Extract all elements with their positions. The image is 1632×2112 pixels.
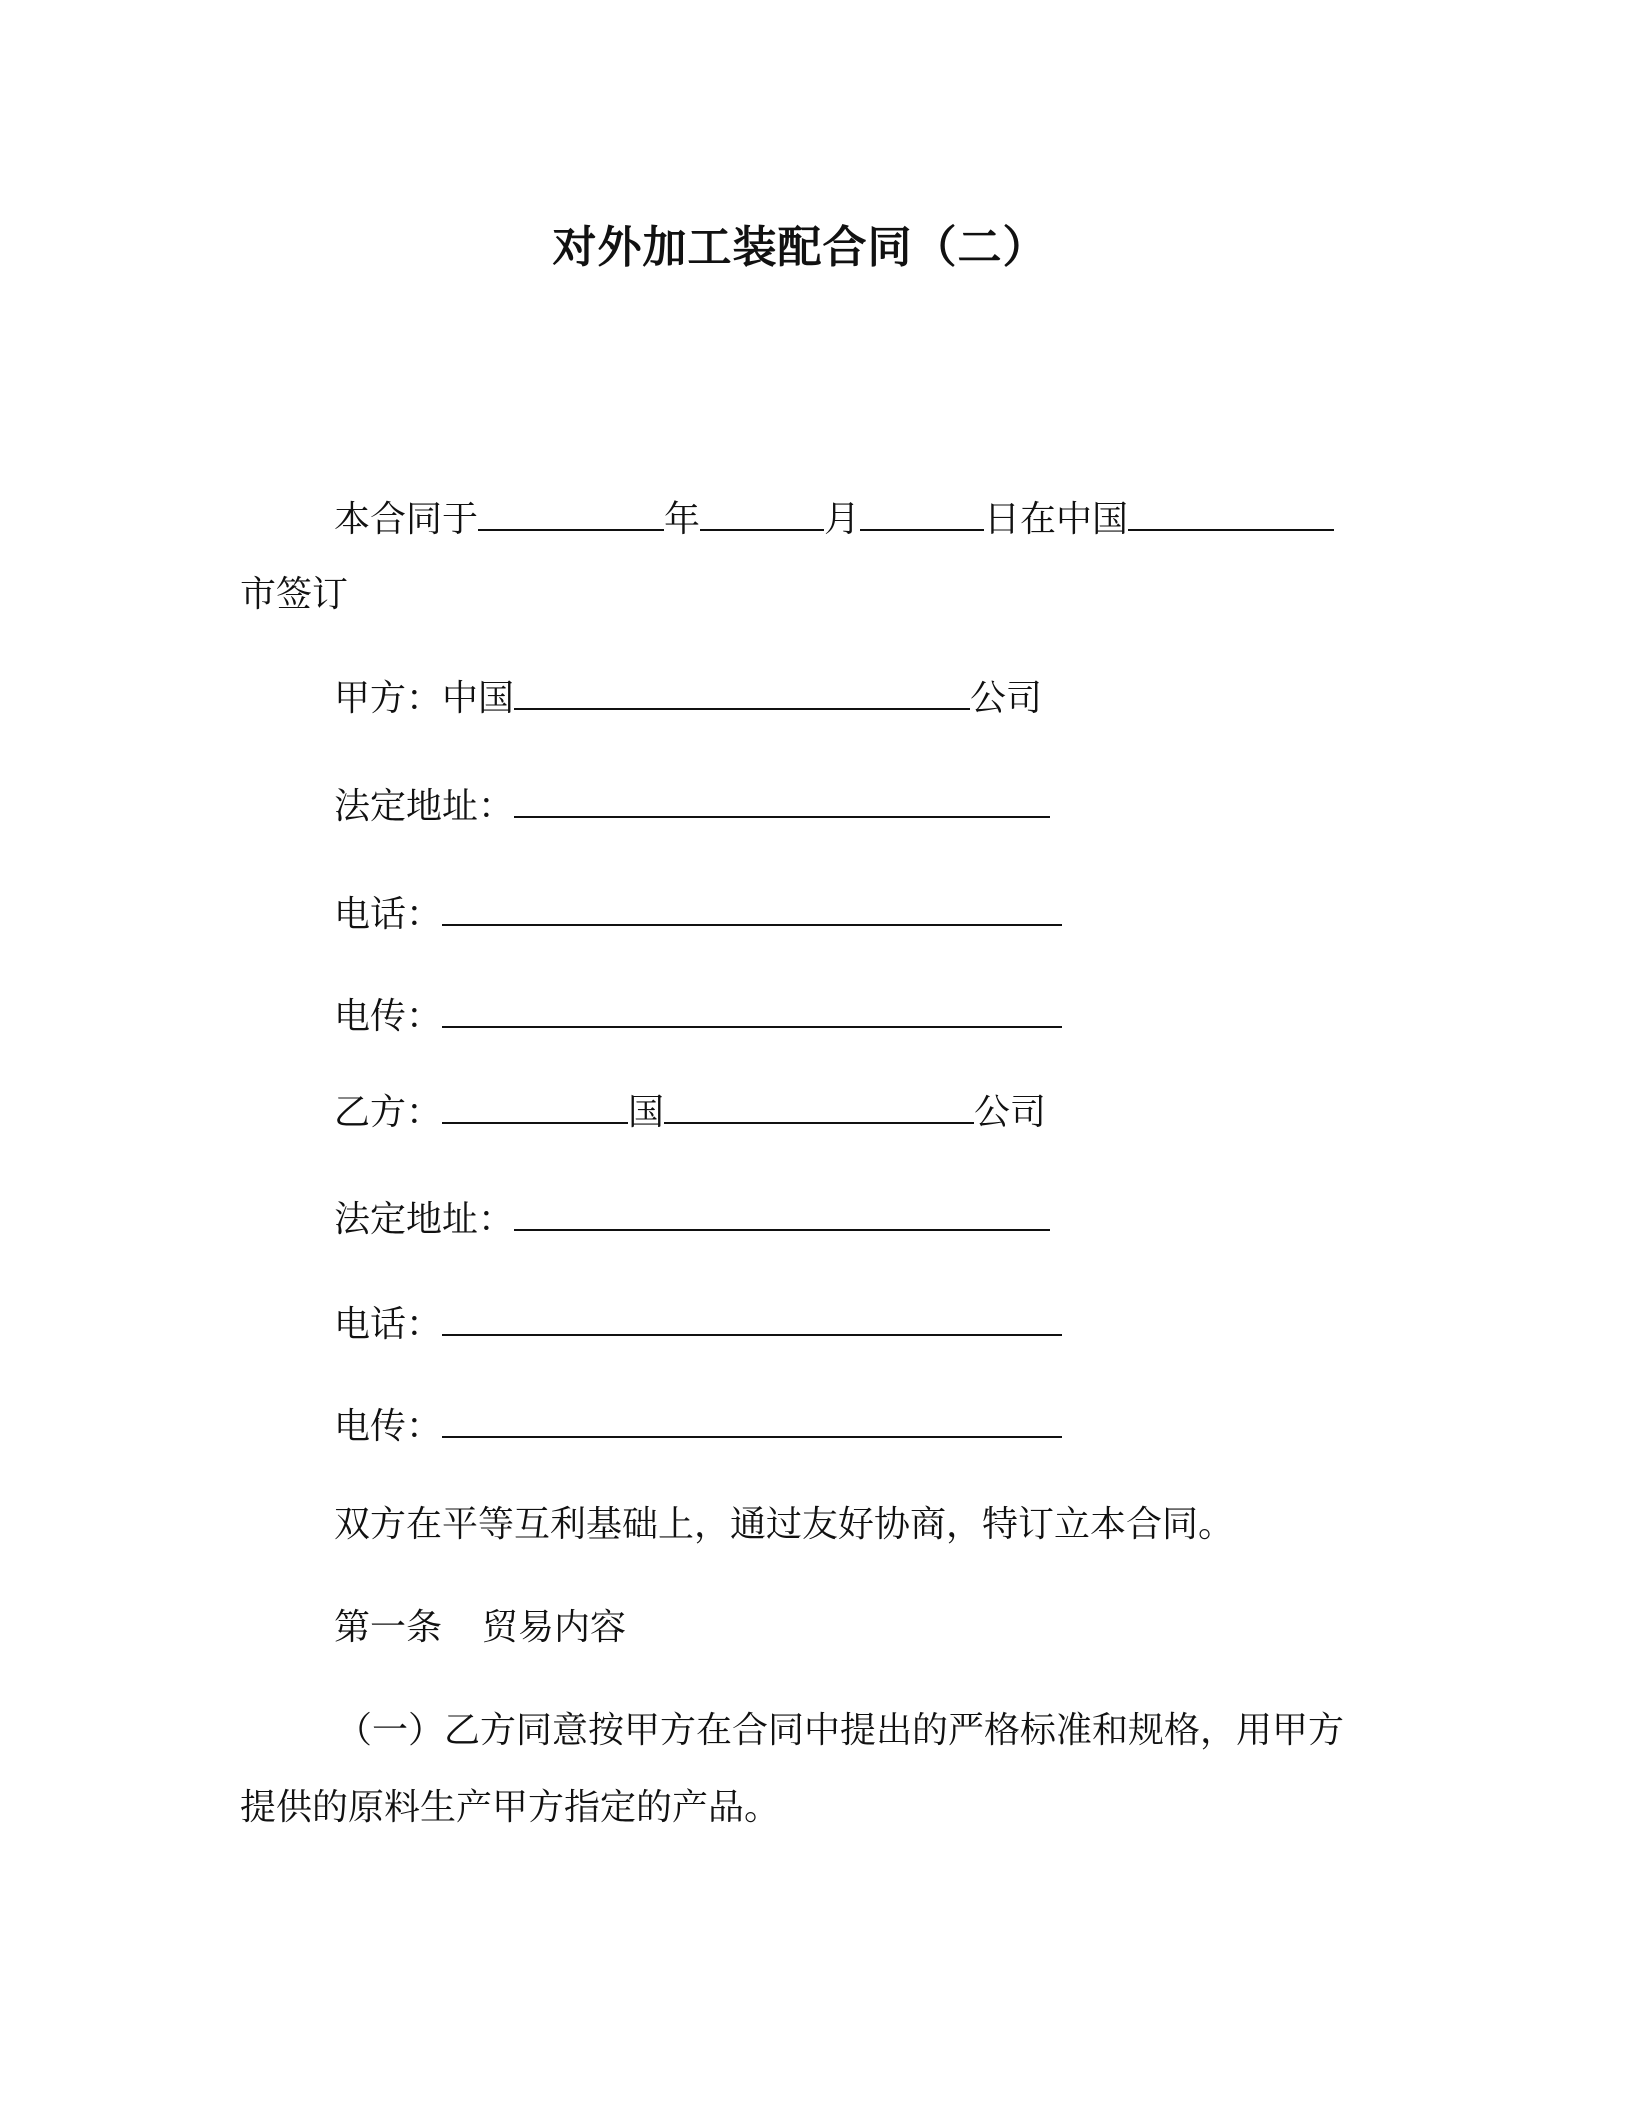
party-a-suffix: 公司 — [970, 678, 1043, 719]
party-b-line — [334, 1086, 1046, 1138]
intro-line-2: 市签订 — [240, 574, 349, 615]
party-a-fax-line — [334, 990, 1062, 1042]
intro-day-place: 日在中国 — [984, 499, 1129, 540]
year-blank — [478, 493, 664, 531]
party-a-name-blank — [514, 672, 970, 710]
intro-line — [334, 493, 1334, 545]
party-b-suffix: 公司 — [974, 1092, 1047, 1133]
article-1-number: 第一条 — [334, 1607, 443, 1648]
city-blank — [1128, 493, 1334, 531]
article-1-title: 贸易内容 — [482, 1607, 627, 1648]
intro-year: 年 — [664, 499, 701, 540]
party-a-phone-line — [334, 888, 1062, 940]
clause-1-line-1: （一）乙方同意按甲方在合同中提出的严格标准和规格，用甲方 — [336, 1710, 1345, 1751]
party-b-address-line — [334, 1193, 1050, 1245]
party-a-phone-blank — [442, 888, 1062, 926]
party-b-country-blank — [442, 1086, 628, 1124]
party-a-fax-blank — [442, 990, 1062, 1028]
day-blank — [860, 493, 984, 531]
party-a-line — [334, 672, 1042, 724]
party-b-fax-line — [334, 1400, 1062, 1452]
document-title: 对外加工装配合同（二） — [552, 222, 1048, 273]
clause-1-line-2: 提供的原料生产甲方指定的产品。 — [240, 1787, 781, 1828]
party-a-address-line — [334, 780, 1050, 832]
article-1-heading — [334, 1603, 626, 1653]
party-b-address-blank — [514, 1193, 1050, 1231]
party-a-phone-label: 电话： — [334, 894, 443, 935]
party-b-country: 国 — [628, 1092, 665, 1133]
party-b-label: 乙方： — [334, 1092, 443, 1133]
agreement-statement: 双方在平等互利基础上，通过友好协商，特订立本合同。 — [334, 1504, 1235, 1545]
party-b-name-blank — [664, 1086, 974, 1124]
party-b-phone-blank — [442, 1298, 1062, 1336]
party-b-phone-label: 电话： — [334, 1304, 443, 1345]
intro-month: 月 — [824, 499, 861, 540]
party-b-address-label: 法定地址： — [334, 1199, 515, 1240]
party-a-address-label: 法定地址： — [334, 786, 515, 827]
party-b-fax-label: 电传： — [334, 1406, 443, 1447]
party-b-fax-blank — [442, 1400, 1062, 1438]
party-a-fax-label: 电传： — [334, 996, 443, 1037]
party-a-label: 甲方：中国 — [334, 678, 515, 719]
party-a-address-blank — [514, 780, 1050, 818]
party-b-phone-line — [334, 1298, 1062, 1350]
month-blank — [700, 493, 824, 531]
intro-prefix: 本合同于 — [334, 499, 479, 540]
